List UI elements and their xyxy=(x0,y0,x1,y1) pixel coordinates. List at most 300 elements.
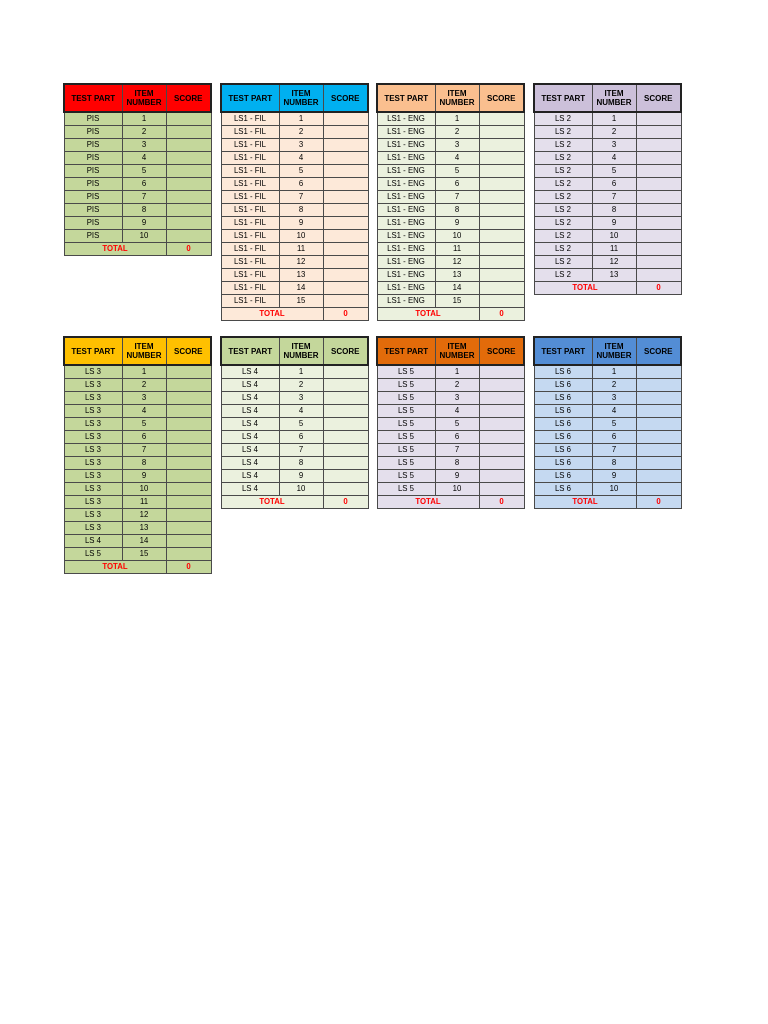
total-row xyxy=(64,243,211,256)
test-part-cell: LS 3 xyxy=(64,392,122,405)
score-cell[interactable] xyxy=(636,230,681,243)
score-cell[interactable] xyxy=(479,243,524,256)
score-cell[interactable] xyxy=(479,392,524,405)
test-part-cell: LS1 - FIL xyxy=(221,282,279,295)
table-row xyxy=(64,548,211,561)
item-number-cell: 14 xyxy=(435,282,479,295)
header-score: SCORE xyxy=(166,84,211,112)
item-number-cell: 6 xyxy=(122,178,166,191)
item-number-cell: 4 xyxy=(122,405,166,418)
test-part-cell: LS 6 xyxy=(534,431,592,444)
table-row xyxy=(221,431,368,444)
item-number-cell: 6 xyxy=(592,178,636,191)
item-number-cell: 8 xyxy=(435,204,479,217)
item-number-cell: 2 xyxy=(122,379,166,392)
table-row xyxy=(64,126,211,139)
score-cell[interactable] xyxy=(166,418,211,431)
score-cell[interactable] xyxy=(636,139,681,152)
score-cell[interactable] xyxy=(636,152,681,165)
test-part-cell: LS1 - FIL xyxy=(221,243,279,256)
item-number-cell: 3 xyxy=(122,392,166,405)
score-cell[interactable] xyxy=(636,405,681,418)
test-part-cell: LS1 - FIL xyxy=(221,191,279,204)
score-cell[interactable] xyxy=(323,126,368,139)
table-row xyxy=(534,405,681,418)
table-row xyxy=(64,217,211,230)
table-row xyxy=(534,418,681,431)
test-part-cell: PIS xyxy=(64,165,122,178)
score-cell[interactable] xyxy=(166,457,211,470)
item-number-cell: 4 xyxy=(122,152,166,165)
table-row xyxy=(534,483,681,496)
table-row xyxy=(377,457,524,470)
item-number-cell: 11 xyxy=(435,243,479,256)
score-cell[interactable] xyxy=(323,139,368,152)
score-cell[interactable] xyxy=(479,217,524,230)
total-label: TOTAL xyxy=(534,496,636,509)
item-number-cell: 9 xyxy=(279,217,323,230)
header-row xyxy=(377,337,524,365)
item-number-cell: 8 xyxy=(592,204,636,217)
table-row xyxy=(221,379,368,392)
test-part-cell: LS 2 xyxy=(534,178,592,191)
item-number-cell: 2 xyxy=(122,126,166,139)
table-row xyxy=(221,217,368,230)
score-cell[interactable] xyxy=(479,139,524,152)
test-part-cell: LS 4 xyxy=(64,535,122,548)
score-cell[interactable] xyxy=(636,470,681,483)
score-cell[interactable] xyxy=(323,112,368,126)
score-cell[interactable] xyxy=(166,217,211,230)
table-row xyxy=(64,509,211,522)
score-cell[interactable] xyxy=(166,139,211,152)
table-row xyxy=(64,112,211,126)
score-cell[interactable] xyxy=(323,243,368,256)
score-cell[interactable] xyxy=(166,178,211,191)
item-number-cell: 11 xyxy=(279,243,323,256)
table-row xyxy=(64,483,211,496)
header-row xyxy=(534,337,681,365)
score-cell[interactable] xyxy=(166,405,211,418)
table-row xyxy=(64,470,211,483)
total-label: TOTAL xyxy=(64,561,166,574)
test-part-cell: LS1 - ENG xyxy=(377,282,435,295)
item-number-cell: 10 xyxy=(279,483,323,496)
table-row xyxy=(221,470,368,483)
test-part-cell: LS1 - ENG xyxy=(377,152,435,165)
header-item-number: ITEM NUMBER xyxy=(435,84,479,112)
score-cell[interactable] xyxy=(479,204,524,217)
score-cell[interactable] xyxy=(166,126,211,139)
table-row xyxy=(64,139,211,152)
table-row xyxy=(221,204,368,217)
test-part-cell: LS 6 xyxy=(534,392,592,405)
score-cell[interactable] xyxy=(323,152,368,165)
score-cell[interactable] xyxy=(479,230,524,243)
total-value: 0 xyxy=(323,496,368,509)
test-part-cell: LS 6 xyxy=(534,470,592,483)
score-cell[interactable] xyxy=(323,269,368,282)
test-part-cell: LS1 - ENG xyxy=(377,139,435,152)
score-cell[interactable] xyxy=(323,217,368,230)
test-part-cell: LS1 - FIL xyxy=(221,269,279,282)
item-number-cell: 2 xyxy=(592,126,636,139)
header-item-number: ITEM NUMBER xyxy=(435,337,479,365)
table-row xyxy=(377,392,524,405)
score-cell[interactable] xyxy=(636,126,681,139)
score-cell[interactable] xyxy=(479,165,524,178)
score-cell[interactable] xyxy=(636,256,681,269)
score-cell[interactable] xyxy=(479,178,524,191)
table-row xyxy=(64,165,211,178)
item-number-cell: 10 xyxy=(592,483,636,496)
table-row xyxy=(534,139,681,152)
test-part-cell: LS 6 xyxy=(534,444,592,457)
item-number-cell: 6 xyxy=(279,178,323,191)
test-part-cell: LS 5 xyxy=(377,405,435,418)
header-score: SCORE xyxy=(166,337,211,365)
total-label: TOTAL xyxy=(377,308,479,321)
item-number-cell: 2 xyxy=(435,379,479,392)
score-cell[interactable] xyxy=(636,243,681,256)
score-table-ls2 xyxy=(533,83,682,295)
test-part-cell: PIS xyxy=(64,217,122,230)
item-number-cell: 4 xyxy=(435,405,479,418)
item-number-cell: 5 xyxy=(279,165,323,178)
item-number-cell: 15 xyxy=(122,548,166,561)
score-cell[interactable] xyxy=(323,295,368,308)
table-row xyxy=(64,431,211,444)
score-cell[interactable] xyxy=(166,509,211,522)
table-row xyxy=(221,178,368,191)
item-number-cell: 5 xyxy=(435,418,479,431)
score-cell[interactable] xyxy=(166,165,211,178)
table-row xyxy=(64,191,211,204)
score-cell[interactable] xyxy=(636,191,681,204)
score-cell[interactable] xyxy=(636,379,681,392)
item-number-cell: 1 xyxy=(122,365,166,379)
total-value: 0 xyxy=(166,561,211,574)
item-number-cell: 7 xyxy=(435,191,479,204)
test-part-cell: LS 2 xyxy=(534,230,592,243)
item-number-cell: 7 xyxy=(279,191,323,204)
table-row xyxy=(221,243,368,256)
item-number-cell: 5 xyxy=(592,418,636,431)
test-part-cell: LS1 - ENG xyxy=(377,217,435,230)
test-part-cell: PIS xyxy=(64,112,122,126)
test-part-cell: LS 2 xyxy=(534,256,592,269)
test-part-cell: LS 5 xyxy=(377,418,435,431)
table-row xyxy=(377,431,524,444)
test-part-cell: LS 6 xyxy=(534,418,592,431)
header-score: SCORE xyxy=(323,337,368,365)
score-cell[interactable] xyxy=(323,483,368,496)
test-part-cell: LS1 - ENG xyxy=(377,230,435,243)
score-cell[interactable] xyxy=(166,470,211,483)
score-table-ls5 xyxy=(376,336,525,509)
test-part-cell: LS 3 xyxy=(64,379,122,392)
table-row xyxy=(64,392,211,405)
score-cell[interactable] xyxy=(636,365,681,379)
total-row xyxy=(534,496,681,509)
item-number-cell: 12 xyxy=(592,256,636,269)
table-row xyxy=(377,269,524,282)
table-row xyxy=(534,379,681,392)
item-number-cell: 7 xyxy=(122,444,166,457)
score-cell[interactable] xyxy=(479,365,524,379)
test-part-cell: LS 2 xyxy=(534,217,592,230)
table-row xyxy=(377,217,524,230)
item-number-cell: 11 xyxy=(592,243,636,256)
total-row xyxy=(377,496,524,509)
item-number-cell: 1 xyxy=(122,112,166,126)
score-cell[interactable] xyxy=(323,405,368,418)
table-row xyxy=(534,191,681,204)
header-test-part: TEST PART xyxy=(534,337,592,365)
header-test-part: TEST PART xyxy=(64,84,122,112)
score-cell[interactable] xyxy=(479,269,524,282)
score-cell[interactable] xyxy=(166,191,211,204)
score-cell[interactable] xyxy=(166,548,211,561)
total-row xyxy=(221,496,368,509)
table-row xyxy=(534,444,681,457)
item-number-cell: 8 xyxy=(592,457,636,470)
item-number-cell: 4 xyxy=(435,152,479,165)
test-part-cell: LS 5 xyxy=(377,470,435,483)
table-row xyxy=(377,295,524,308)
test-part-cell: LS 2 xyxy=(534,191,592,204)
item-number-cell: 4 xyxy=(279,405,323,418)
table-row xyxy=(534,217,681,230)
test-part-cell: LS1 - ENG xyxy=(377,126,435,139)
score-cell[interactable] xyxy=(636,483,681,496)
table-row xyxy=(221,191,368,204)
score-cell[interactable] xyxy=(479,457,524,470)
test-part-cell: LS1 - ENG xyxy=(377,295,435,308)
table-row xyxy=(64,522,211,535)
score-cell[interactable] xyxy=(323,470,368,483)
table-row xyxy=(377,230,524,243)
table-row xyxy=(534,152,681,165)
item-number-cell: 9 xyxy=(592,470,636,483)
score-cell[interactable] xyxy=(636,112,681,126)
score-cell[interactable] xyxy=(166,483,211,496)
score-cell[interactable] xyxy=(166,496,211,509)
score-cell[interactable] xyxy=(636,418,681,431)
table-row xyxy=(534,431,681,444)
score-cell[interactable] xyxy=(479,418,524,431)
total-row xyxy=(64,561,211,574)
score-cell[interactable] xyxy=(323,282,368,295)
score-cell[interactable] xyxy=(636,269,681,282)
test-part-cell: LS 4 xyxy=(221,444,279,457)
header-score: SCORE xyxy=(636,84,681,112)
score-cell[interactable] xyxy=(323,431,368,444)
score-cell[interactable] xyxy=(166,230,211,243)
table-row xyxy=(221,392,368,405)
test-part-cell: LS 6 xyxy=(534,483,592,496)
score-cell[interactable] xyxy=(636,178,681,191)
table-row xyxy=(221,112,368,126)
table-row xyxy=(221,126,368,139)
score-cell[interactable] xyxy=(323,191,368,204)
table-row xyxy=(377,256,524,269)
score-cell[interactable] xyxy=(323,365,368,379)
test-part-cell: LS 2 xyxy=(534,126,592,139)
total-label: TOTAL xyxy=(377,496,479,509)
item-number-cell: 14 xyxy=(122,535,166,548)
score-cell[interactable] xyxy=(166,431,211,444)
item-number-cell: 12 xyxy=(435,256,479,269)
table-row xyxy=(534,178,681,191)
header-row xyxy=(64,337,211,365)
test-part-cell: LS 2 xyxy=(534,165,592,178)
item-number-cell: 2 xyxy=(279,126,323,139)
item-number-cell: 1 xyxy=(435,365,479,379)
table-row xyxy=(377,365,524,379)
table-row xyxy=(377,405,524,418)
item-number-cell: 7 xyxy=(279,444,323,457)
table-row xyxy=(221,405,368,418)
table-row xyxy=(377,165,524,178)
header-row xyxy=(64,84,211,112)
score-cell[interactable] xyxy=(323,178,368,191)
score-cell[interactable] xyxy=(479,282,524,295)
item-number-cell: 1 xyxy=(592,365,636,379)
test-part-cell: LS1 - ENG xyxy=(377,256,435,269)
table-row xyxy=(221,282,368,295)
header-item-number: ITEM NUMBER xyxy=(279,84,323,112)
table-row xyxy=(534,269,681,282)
item-number-cell: 10 xyxy=(435,483,479,496)
item-number-cell: 9 xyxy=(122,470,166,483)
score-cell[interactable] xyxy=(166,365,211,379)
score-cell[interactable] xyxy=(636,217,681,230)
score-cell[interactable] xyxy=(636,204,681,217)
score-cell[interactable] xyxy=(323,256,368,269)
score-cell[interactable] xyxy=(166,204,211,217)
item-number-cell: 11 xyxy=(122,496,166,509)
item-number-cell: 12 xyxy=(122,509,166,522)
test-part-cell: LS1 - FIL xyxy=(221,139,279,152)
score-table-ls3 xyxy=(63,336,212,574)
table-row xyxy=(377,112,524,126)
test-part-cell: LS 3 xyxy=(64,444,122,457)
score-cell[interactable] xyxy=(323,230,368,243)
item-number-cell: 13 xyxy=(592,269,636,282)
table-row xyxy=(377,204,524,217)
score-cell[interactable] xyxy=(479,405,524,418)
test-part-cell: LS1 - ENG xyxy=(377,204,435,217)
header-row xyxy=(534,84,681,112)
test-part-cell: LS1 - FIL xyxy=(221,112,279,126)
score-cell[interactable] xyxy=(323,392,368,405)
test-part-cell: LS1 - ENG xyxy=(377,112,435,126)
test-part-cell: LS 4 xyxy=(221,379,279,392)
table-row xyxy=(377,139,524,152)
score-cell[interactable] xyxy=(479,379,524,392)
test-part-cell: LS1 - ENG xyxy=(377,243,435,256)
test-part-cell: LS 5 xyxy=(377,444,435,457)
score-cell[interactable] xyxy=(479,152,524,165)
score-cell[interactable] xyxy=(479,470,524,483)
score-cell[interactable] xyxy=(166,392,211,405)
score-cell[interactable] xyxy=(166,112,211,126)
score-cell[interactable] xyxy=(166,152,211,165)
test-part-cell: LS1 - FIL xyxy=(221,152,279,165)
table-row xyxy=(64,444,211,457)
score-cell[interactable] xyxy=(636,165,681,178)
item-number-cell: 3 xyxy=(279,139,323,152)
test-part-cell: LS 5 xyxy=(377,379,435,392)
score-cell[interactable] xyxy=(323,418,368,431)
test-part-cell: LS 3 xyxy=(64,483,122,496)
score-cell[interactable] xyxy=(479,126,524,139)
table-row xyxy=(221,230,368,243)
score-cell[interactable] xyxy=(323,444,368,457)
score-cell[interactable] xyxy=(479,295,524,308)
header-test-part: TEST PART xyxy=(64,337,122,365)
test-part-cell: LS 3 xyxy=(64,496,122,509)
item-number-cell: 5 xyxy=(122,165,166,178)
test-part-cell: LS1 - ENG xyxy=(377,165,435,178)
score-cell[interactable] xyxy=(636,457,681,470)
item-number-cell: 8 xyxy=(435,457,479,470)
header-test-part: TEST PART xyxy=(221,84,279,112)
test-part-cell: LS1 - FIL xyxy=(221,165,279,178)
score-cell[interactable] xyxy=(636,444,681,457)
test-part-cell: LS 3 xyxy=(64,509,122,522)
score-cell[interactable] xyxy=(323,165,368,178)
header-score: SCORE xyxy=(479,84,524,112)
score-cell[interactable] xyxy=(323,457,368,470)
test-part-cell: LS 2 xyxy=(534,243,592,256)
test-part-cell: PIS xyxy=(64,191,122,204)
score-cell[interactable] xyxy=(166,535,211,548)
total-row xyxy=(221,308,368,321)
table-row xyxy=(534,112,681,126)
item-number-cell: 10 xyxy=(122,230,166,243)
score-cell[interactable] xyxy=(166,444,211,457)
score-cell[interactable] xyxy=(479,191,524,204)
item-number-cell: 8 xyxy=(122,457,166,470)
header-test-part: TEST PART xyxy=(377,337,435,365)
test-part-cell: LS 5 xyxy=(64,548,122,561)
score-cell[interactable] xyxy=(166,522,211,535)
table-row xyxy=(64,457,211,470)
item-number-cell: 15 xyxy=(279,295,323,308)
table-row xyxy=(377,483,524,496)
item-number-cell: 9 xyxy=(279,470,323,483)
test-part-cell: LS 4 xyxy=(221,405,279,418)
test-part-cell: LS 5 xyxy=(377,483,435,496)
score-cell[interactable] xyxy=(479,431,524,444)
score-cell[interactable] xyxy=(479,256,524,269)
score-cell[interactable] xyxy=(636,392,681,405)
test-part-cell: LS 2 xyxy=(534,269,592,282)
score-cell[interactable] xyxy=(636,431,681,444)
score-cell[interactable] xyxy=(479,483,524,496)
score-cell[interactable] xyxy=(323,379,368,392)
total-value: 0 xyxy=(479,308,524,321)
test-part-cell: LS 4 xyxy=(221,392,279,405)
test-part-cell: LS 2 xyxy=(534,139,592,152)
score-cell[interactable] xyxy=(323,204,368,217)
score-table-ls6 xyxy=(533,336,682,509)
score-cell[interactable] xyxy=(166,379,211,392)
score-cell[interactable] xyxy=(479,112,524,126)
score-cell[interactable] xyxy=(479,444,524,457)
